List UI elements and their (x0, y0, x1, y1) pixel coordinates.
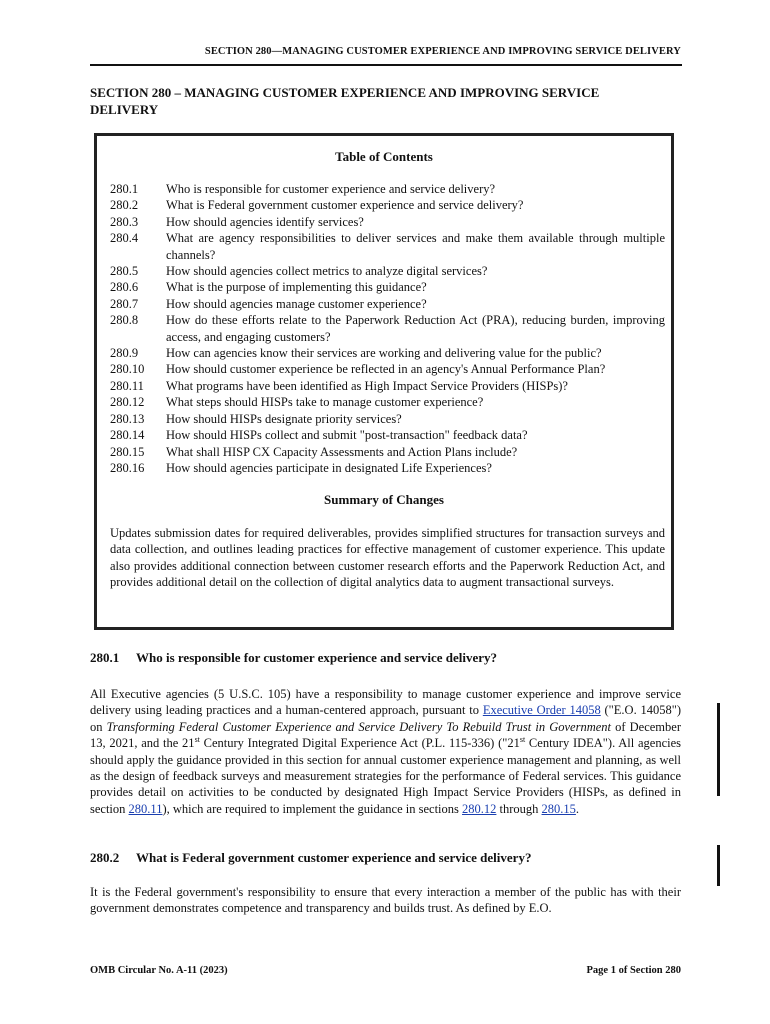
toc-item-number: 280.6 (110, 280, 139, 295)
toc-item[interactable] (110, 214, 665, 230)
toc-item-question: How should agencies collect metrics to analyze digital services? (166, 264, 488, 279)
toc-item[interactable] (110, 279, 665, 295)
toc-item-question: How should HISPs collect and submit "post-transaction" feedback data? (166, 428, 528, 443)
toc-item-question: How should customer experience be reflected in an agency's Annual Performance Plan? (166, 362, 606, 377)
toc-item-question: What steps should HISPs take to manage customer experience? (166, 395, 484, 410)
toc-item-question: What programs have been identified as High Impact Service Providers (HISPs)? (166, 378, 568, 393)
section-280-15-link[interactable]: 280.15 (541, 801, 576, 816)
toc-item-question: What shall HISP CX Capacity Assessments and Action Plans include? (166, 444, 518, 459)
toc-item-question: How should agencies identify services? (166, 214, 364, 229)
section-280-1-paragraph: All Executive agencies (5 U.S.C. 105) have a responsibility to manage customer experience and improve service delivery using leading practices and a human-centered approach, pursuant to Executive Order 14058 ("E.O. 14058") on Transforming Federal Customer Experience and Service Delivery To Rebuild Trust in Government of December 13, 2021, and the 21st Century Integrated Digital Experience Act (P.L. 115-336) ("21st Century IDEA"). All agencies should apply the guidance provided in this section for annual customer experience management and planning, as well as the design of feedback surveys and measurement strategies for the performance of Federal services. This guidance provides detail on activities to be conducted by designated High Impact Service Providers (HISPs, as defined in section 280.11), which are required to implement the guidance in sections 280.12 through 280.15. (90, 687, 681, 816)
toc-item-number: 280.4 (110, 231, 139, 246)
toc-item[interactable] (110, 444, 665, 460)
toc-item[interactable] (110, 460, 665, 476)
superscript-st: st (519, 735, 526, 745)
toc-item[interactable] (110, 263, 665, 279)
footer-page-number: Page 1 of Section 280 (586, 965, 681, 976)
executive-order-14058-link[interactable]: Executive Order 14058 (482, 703, 601, 718)
section-number: 280.2 (90, 850, 120, 865)
section-title: SECTION 280 – MANAGING CUSTOMER EXPERIENCE AND IMPROVING SERVICE DELIVERY (90, 85, 600, 117)
toc-item-number: 280.9 (110, 346, 139, 361)
table-of-contents-box (94, 133, 674, 630)
toc-item[interactable] (110, 427, 665, 443)
toc-list (110, 181, 665, 476)
section-280-12-link[interactable]: 280.12 (462, 801, 497, 816)
change-bar (717, 703, 720, 796)
toc-item-number: 280.1 (110, 182, 139, 196)
section-heading-text: Who is responsible for customer experience and service delivery? (136, 650, 498, 665)
superscript-st: st (194, 735, 200, 745)
toc-item-number: 280.10 (110, 362, 145, 377)
footer-circular-id: OMB Circular No. A-11 (2023) (90, 965, 228, 976)
section-280-11-link[interactable]: 280.11 (128, 801, 163, 816)
section-280-1-heading (90, 650, 497, 666)
summary-of-changes-title: Summary of Changes (324, 492, 444, 507)
toc-title: Table of Contents (335, 149, 433, 164)
toc-item[interactable] (110, 181, 665, 197)
eo-title-italic: Transforming Federal Customer Experience and Service Delivery To Rebuild Trust in Government (106, 719, 611, 734)
toc-item[interactable] (110, 312, 665, 345)
toc-item-question: Who is responsible for customer experience and service delivery? (166, 182, 496, 196)
section-280-2-heading (90, 850, 531, 866)
toc-item[interactable] (110, 394, 665, 410)
toc-item-number: 280.8 (110, 313, 139, 328)
toc-item-number: 280.14 (110, 428, 145, 443)
toc-item[interactable] (110, 411, 665, 427)
toc-item-number: 280.12 (110, 395, 145, 410)
toc-item[interactable] (110, 296, 665, 312)
toc-item-question: What is Federal government customer experience and service delivery? (166, 198, 524, 213)
toc-item[interactable] (110, 230, 665, 263)
toc-item-question: What are agency responsibilities to deliver services and make them available through multiple channels? (166, 231, 665, 262)
toc-item-number: 280.7 (110, 296, 139, 311)
toc-item-number: 280.2 (110, 198, 139, 213)
section-number: 280.1 (90, 650, 120, 665)
toc-item-number: 280.16 (110, 460, 145, 475)
toc-item-question: How should HISPs designate priority services? (166, 411, 402, 426)
toc-item[interactable] (110, 378, 665, 394)
toc-item-number: 280.13 (110, 411, 145, 426)
toc-item[interactable] (110, 345, 665, 361)
change-bar (717, 845, 720, 886)
header-rule (90, 64, 682, 66)
running-header: SECTION 280—MANAGING CUSTOMER EXPERIENCE AND IMPROVING SERVICE DELIVERY (204, 46, 681, 57)
toc-item[interactable] (110, 197, 665, 213)
toc-item-question: What is the purpose of implementing this guidance? (166, 280, 427, 295)
toc-item-number: 280.5 (110, 264, 139, 279)
toc-item-number: 280.11 (110, 378, 144, 393)
section-heading-text: What is Federal government customer experience and service delivery? (136, 850, 532, 865)
toc-item-question: How do these efforts relate to the Paperwork Reduction Act (PRA), reducing burden, improving access, and engaging customers? (166, 313, 665, 344)
toc-item[interactable] (110, 361, 665, 377)
summary-of-changes-text: Updates submission dates for required deliverables, provides simplified structures for transaction surveys and data collection, and outlines leading practices for effective management of customer experience. This update also provides additional connection between customer research efforts and the Paperwork Reduction Act, and provides additional detail on the collection of digital analytics data to augment transactional surveys. (110, 526, 665, 590)
toc-item-number: 280.3 (110, 214, 139, 229)
toc-item-number: 280.15 (110, 444, 145, 459)
section-280-2-paragraph: It is the Federal government's responsibility to ensure that every interaction a member of the public has with their government demonstrates competence and transparency and builds trust. As defined by E.O. (90, 885, 681, 916)
toc-item-question: How should agencies participate in designated Life Experiences? (166, 460, 492, 475)
toc-item-question: How should agencies manage customer experience? (166, 296, 427, 311)
toc-item-question: How can agencies know their services are working and delivering value for the public? (166, 346, 602, 361)
